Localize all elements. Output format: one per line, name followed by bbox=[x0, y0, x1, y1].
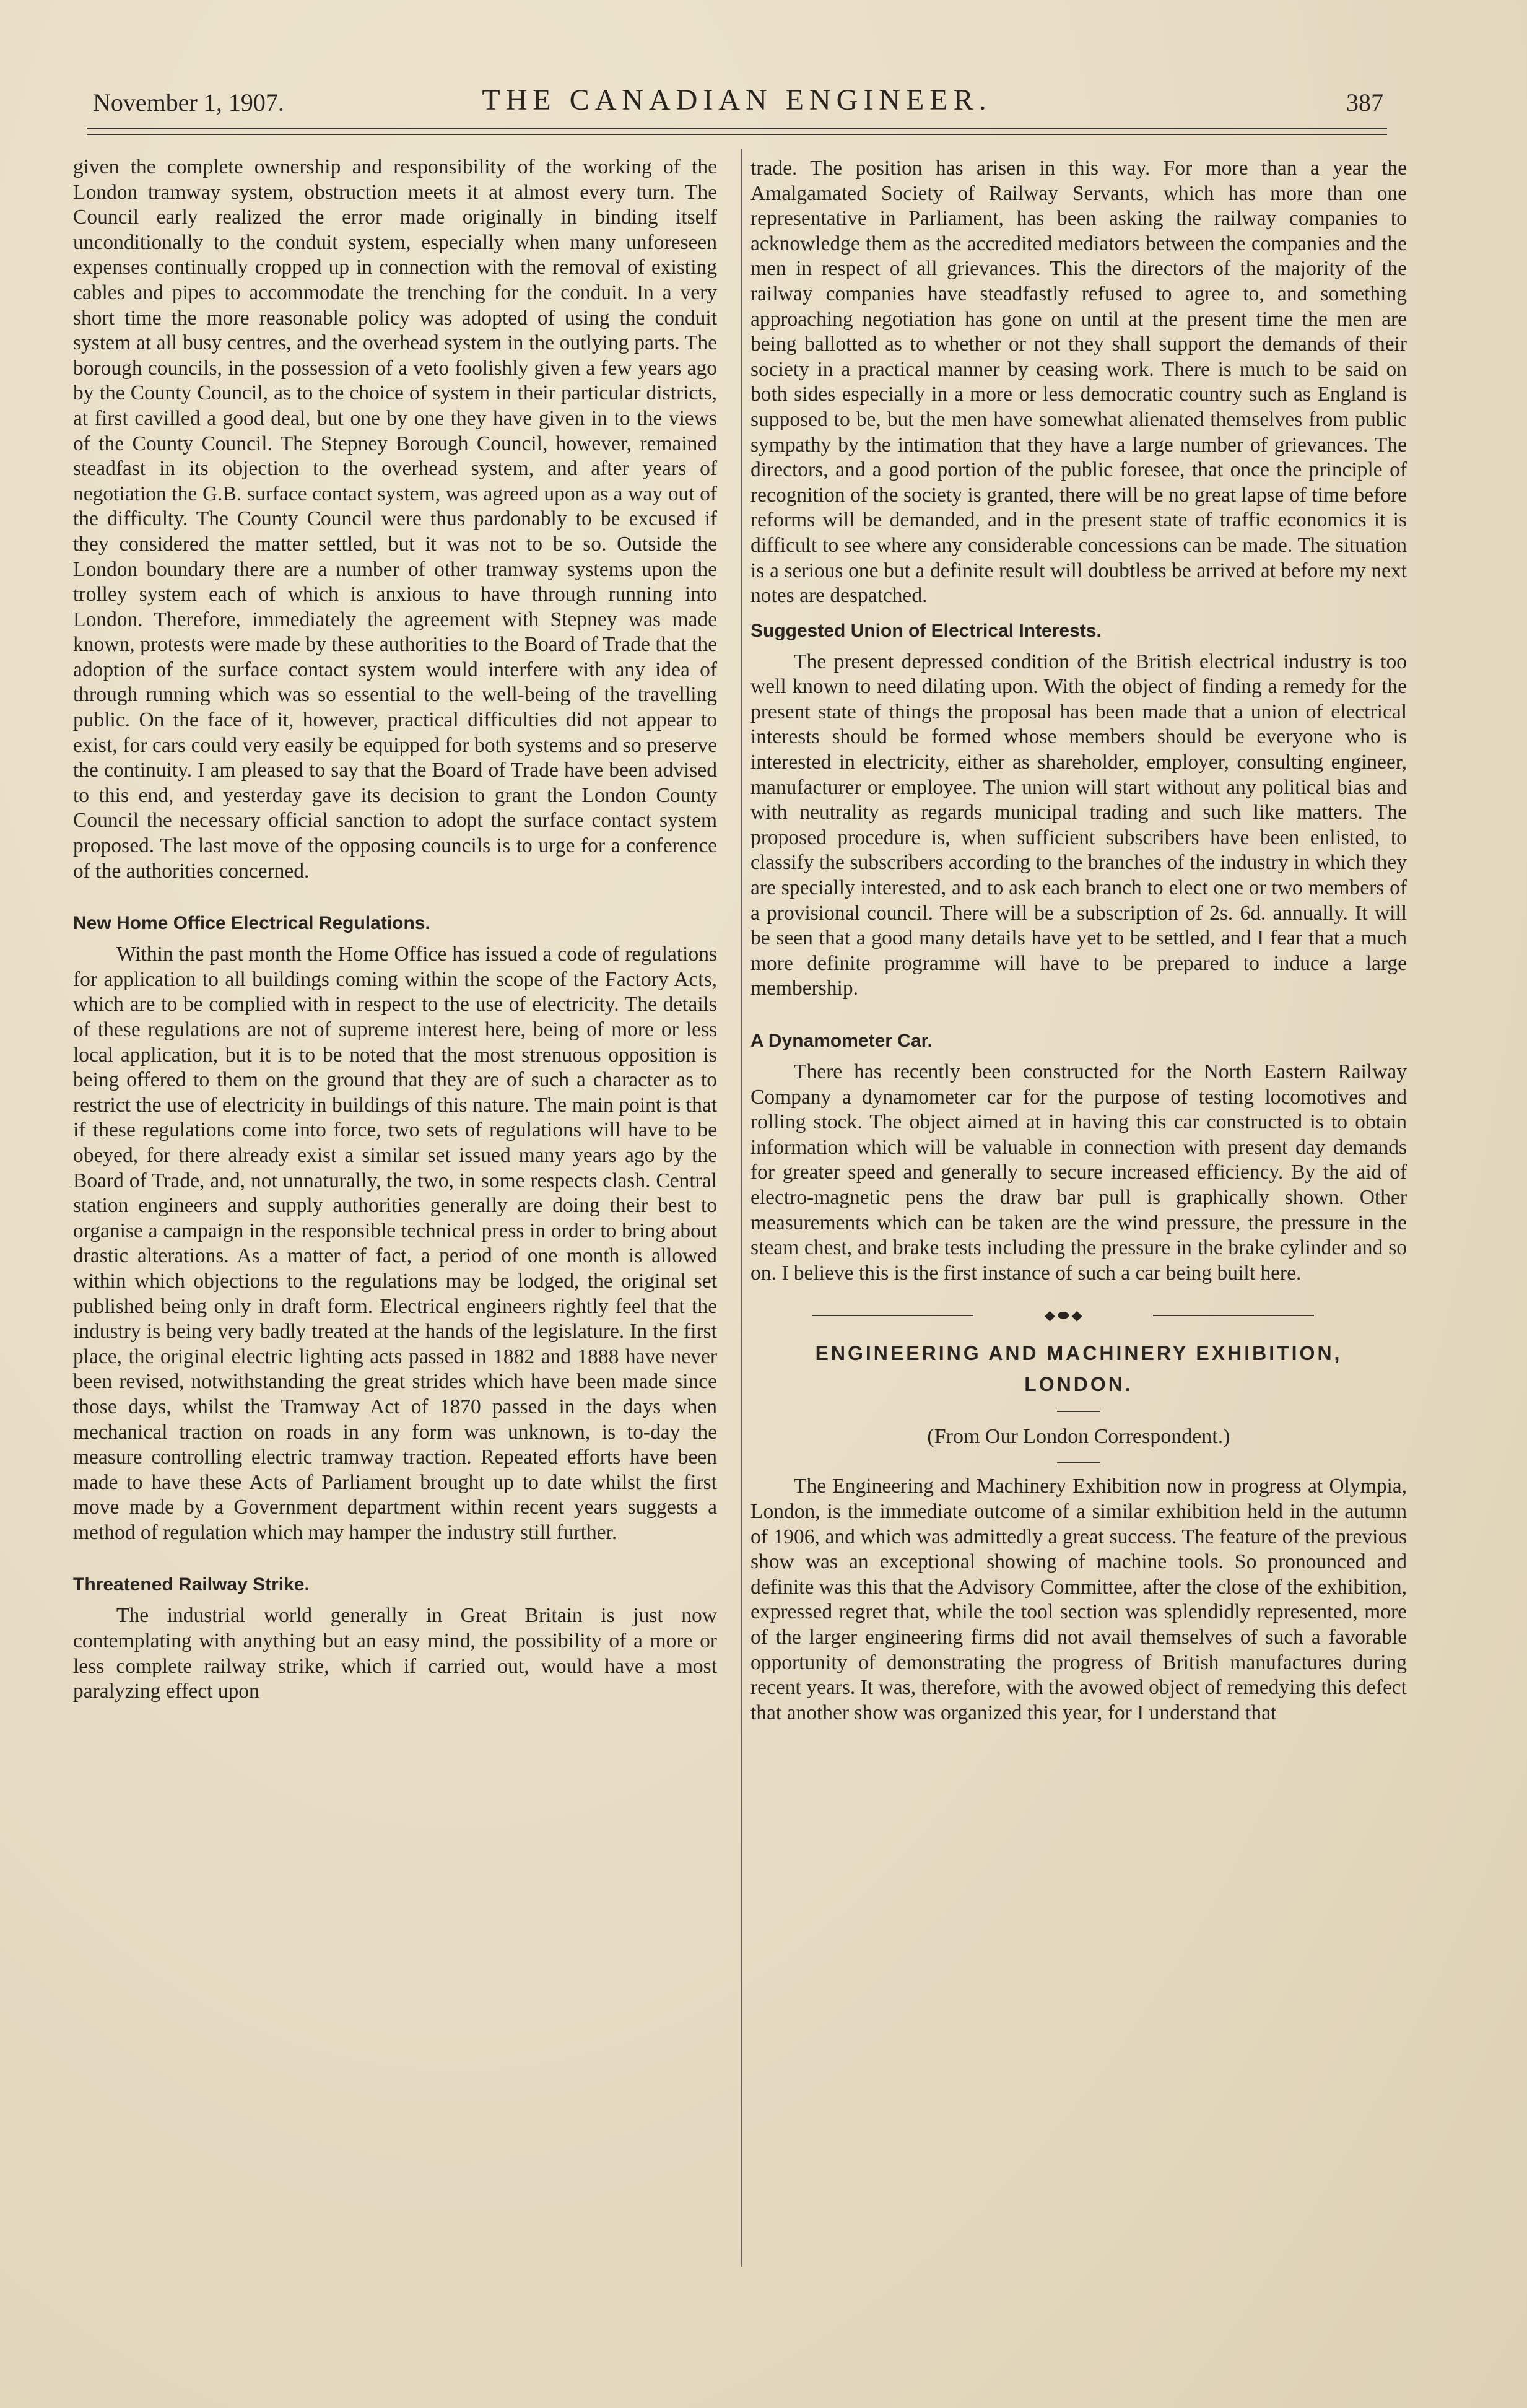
left-column bbox=[73, 155, 717, 1704]
exhibition-article-text: The Engineering and Machinery Exhibition now in progress at Olympia, London, is the immediate outcome of a similar exhibition held in the autumn of 1906, and which was admittedly a great success. The feature of the previous show was an exceptional showing of machine tools. So pronounced and definite was this that the Advisory Committee, after the close of the exhibition, expressed regret that, while the tool section was splendidly represented, more of the larger engineering firms did not avail themselves of such a favorable opportunity of demonstrating the progress of British manufactures during recent years. It was, therefore, with the avowed object of remedying this defect that another show was organized this year, for I understand that bbox=[750, 1475, 1407, 1724]
railway-strike-continuation-text: trade. The position has arisen in this way. For more than a year the Amalgamated Society of Railway Servants, which has more than one representative in Parliament, has been asking the railway companies to acknowledge them as the accredited mediators between the companies and the men in respect of all grievances. This the directors of the majority of the railway companies have steadfastly refused to agree to, and something approaching negotiation has gone on until at the present time the men are being ballotted as to whether or not they shall support the demands of their society in a practical manner by ceasing work. There is much to be said on both sides especially in a more or less democratic country such as England is supposed to be, but the men have somewhat alienated themselves from public sympathy by the intimation that they have a large number of grievances. The directors, and a good portion of the public foresee, that once the principle of recognition of the society is granted, there will be no great lapse of time before reforms will be demanded, and in the present state of traffic economics it is difficult to see where any considerable concessions can be made. The situation is a serious one but a definite result will doubtless be arrived at before my next notes are despatched. bbox=[750, 157, 1407, 608]
publication-title: THE CANADIAN ENGINEER. bbox=[482, 84, 992, 116]
column-divider bbox=[741, 149, 742, 2267]
section-heading-home-office: New Home Office Electrical Regulations. bbox=[73, 913, 430, 934]
correspondent-credit: (From Our London Correspondent.) bbox=[927, 1425, 1230, 1449]
header-rule-secondary bbox=[87, 134, 1387, 135]
issue-date: November 1, 1907. bbox=[93, 89, 284, 116]
page-number: 387 bbox=[1346, 89, 1383, 116]
section-heading-dynamometer-car: A Dynamometer Car. bbox=[750, 1031, 933, 1051]
railway-strike-text: The industrial world generally in Great Britain is just now contemplating with anything but an easy mind, the possibility of a more or less complete railway strike, which if carried out, would have a most paralyzing effect upon bbox=[73, 1604, 717, 1703]
section-heading-railway-strike: Threatened Railway Strike. bbox=[73, 1574, 310, 1595]
credit-rule bbox=[1057, 1462, 1100, 1463]
section-heading-electrical-union: Suggested Union of Electrical Interests. bbox=[750, 620, 1102, 641]
article-title-line2: LONDON. bbox=[1024, 1373, 1133, 1396]
title-rule bbox=[1057, 1411, 1100, 1412]
electrical-union-text: The present depressed condition of the British electrical industry is too well known to need dilating upon. With the object of finding a remedy for the present state of things the proposal has been made that a union of electrical interests should be formed whose members should be everyone who is interested in electricity, either as shareholder, employer, consulting engineer, manufacturer or employee. The union will start without any political bias and with neutrality as regards municipal trading and such like matters. The proposed procedure is, when sufficient subscribers have been enlisted, to classify the subscribers according to the branches of the industry in which they are specially interested, and to ask each branch to elect one or two members of a provisional council. There will be a subscription of 2s. 6d. annually. It will be seen that a good many details have yet to be settled, and I fear that a much more definite programme will have to be prepared to induce a large membership. bbox=[750, 650, 1407, 1000]
dynamometer-car-text: There has recently been constructed for the North Eastern Railway Company a dynamometer car for the purpose of testing locomotives and rolling stock. The object aimed at in having this car constructed is to obtain information which will be valuable in connection with present day demands for greater speed and generally to secure increased efficiency. By the aid of electro-magnetic pens the draw bar pull is graphically shown. Other measurements which can be taken are the wind pressure, the pressure in the steam chest, and brake tests including the pressure in the brake cylinder and so on. I believe this is the first instance of such a car being built here. bbox=[750, 1060, 1407, 1285]
page-header bbox=[87, 79, 1387, 129]
article-title bbox=[750, 1338, 1407, 1400]
article-title-line1: ENGINEERING AND MACHINERY EXHIBITION, bbox=[815, 1342, 1342, 1365]
header-rule bbox=[87, 128, 1387, 129]
ornamental-divider bbox=[750, 1309, 1407, 1322]
tramway-continuation-text: given the complete ownership and responsibility of the working of the London tramway system, obstruction meets it at almost every turn. The Council early realized the error made originally in binding itself unconditionally to the conduit system, especially when many unforeseen expenses continually cropped up in connection with the removal of existing cables and pipes to accommodate the trenching for the conduit. In a very short time the more reasonable policy was adopted of using the conduit system at all busy centres, and the overhead system in the outlying parts. The borough councils, in the possession of a veto foolishly given a few years ago by the County Council, as to the choice of system in their particular districts, at first cavilled a good deal, but one by one they have given in to the views of the County Council. The Stepney Borough Council, however, remained steadfast in its objection to the overhead system, and after years of negotiation the G.B. surface contact system, was agreed upon as a way out of the difficulty. The County Council were thus pardonably to be excused if they considered the matter settled, but it was not to be so. Outside the London boundary there are a number of other tramway systems upon the trolley system each of which is anxious to have through running into London. Therefore, immediately the agreement with Stepney was made known, protests were made by these authorities to the Board of Trade that the adoption of the surface contact system would interfere with any idea of through running which was so essential to the well-being of the travelling public. On the face of it, however, practical difficulties did not appear to exist, for cars could very easily be equipped for both systems and so preserve the continuity. I am pleased to say that the Board of Trade have been advised to this end, and yesterday gave its decision to grant the London County Council the necessary official sanction to adopt the surface contact system proposed. The last move of the opposing councils is to urge for a conference of the authorities concerned. bbox=[73, 155, 717, 883]
right-column bbox=[750, 156, 1407, 1725]
diamond-ornament-icon: ◆⬬◆ bbox=[1045, 1307, 1085, 1324]
home-office-text: Within the past month the Home Office has issued a code of regulations for application to all buildings coming within the scope of the Factory Acts, which are to be complied with in respect to the use of electricity. The details of these regulations are not of supreme interest here, being of more or less local application, but it is to be noted that the most strenuous opposition is being offered to them on the ground that they are of such a character as to restrict the use of electricity in buildings of this nature. The main point is that if these regulations come into force, two sets of regulations will have to be obeyed, for there already exist a similar set issued many years ago by the Board of Trade, and, not unnaturally, the two, in some respects clash. Central station engineers and supply authorities generally are doing their best to organise a campaign in the responsible technical press in order to bring about drastic alterations. As a matter of fact, a period of one month is allowed within which objections to the regulations may be lodged, the original set published being only in draft form. Electrical engineers rightly feel that the industry is being very badly treated at the hands of the legislature. In the first place, the original electric lighting acts passed in 1882 and 1888 have never been revised, notwithstanding the great strides which have been made since those days, whilst the Tramway Act of 1870 passed in the days when mechanical traction on roads in any form was unknown, is to-day the measure controlling electric tramway traction. Repeated efforts have been made to have these Acts of Parliament brought up to date whilst the first move made by a Government department within recent years suggests a method of regulation which may hamper the industry still further. bbox=[73, 943, 717, 1544]
